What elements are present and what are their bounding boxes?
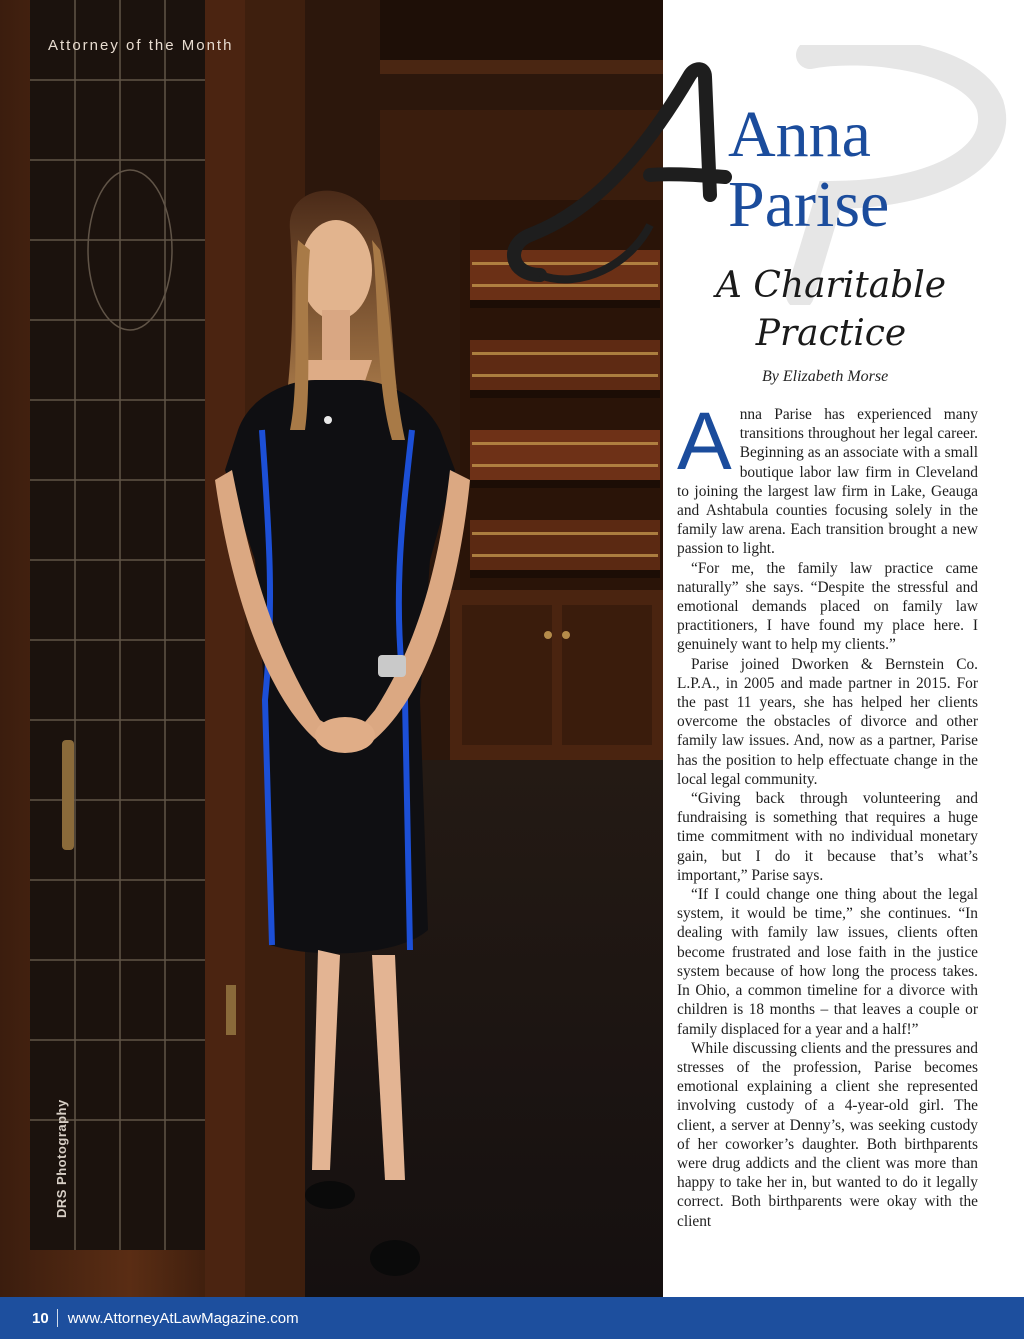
footer-divider [57, 1309, 58, 1327]
paragraph: While discussing clients and the pressures and stresses of the profession, Parise becomes emotional explaining a client she represented involving custody of a 4-year-old girl. The client, a server at Denny’s, was seeking custody of her coworker’s daughter. Both birthparents were drug addicts and the client was more than happy to take her in, but wanted to do it legally correct. Both birthparents were okay with the client [677, 1039, 978, 1230]
byline: By Elizabeth Morse [762, 368, 889, 385]
page-footer [0, 1297, 1024, 1339]
magazine-url-link[interactable]: www.AttorneyAtLawMagazine.com [67, 1309, 299, 1327]
page-number: 10 [32, 1309, 49, 1327]
attorney-name [728, 100, 889, 240]
last-name: Parise [728, 168, 890, 241]
article-body [677, 405, 978, 1285]
section-label: Attorney of the Month [48, 37, 234, 54]
paragraph: “Giving back through volunteering and fundraising is something that requires a huge time commitment with no individual monetary gain, but I do it because that’s what’s important,” Parise says. [677, 790, 978, 884]
subtitle-line-1: A Charitable [715, 265, 947, 306]
paragraph: “For me, the family law practice came naturally” she says. “Despite the stressful and emotional demands placed on family law practitioners, I have found my place here. I genuinely want to help my clients.” [677, 559, 978, 654]
drop-cap: A [677, 405, 732, 487]
paragraph: “If I could change one thing about the legal system, it would be time,” she continues. “In dealing with family law issues, clients often become frustrated and lose faith in the justice system because of how long the process takes. In Ohio, a common timeline for a divorce with children is 18 months – that leaves a couple or family displaced for a year and a half!” [677, 886, 978, 1038]
photo-credit: DRS Photography [54, 1099, 69, 1218]
first-name: Anna [728, 98, 871, 171]
article-subtitle [676, 262, 986, 358]
subtitle-line-2: Practice [755, 313, 907, 354]
paragraph: Anna Parise has experienced many transitions throughout her legal career. Beginning as an associate with a small boutique labor law firm in Cleveland to joining the largest law firm in Lake, Geauga and Ashtabula counties focusing solely in the family law arena. Each transition brought a new passion to light. [677, 405, 978, 558]
paragraph: Parise joined Dworken & Bernstein Co. L.P.A., in 2005 and made partner in 2015. For the past 11 years, she has helped her clients overcome the obstacles of divorce and other family law issues. And, now as a partner, Parise has the position to help effectuate change in the local legal community. [677, 655, 978, 788]
